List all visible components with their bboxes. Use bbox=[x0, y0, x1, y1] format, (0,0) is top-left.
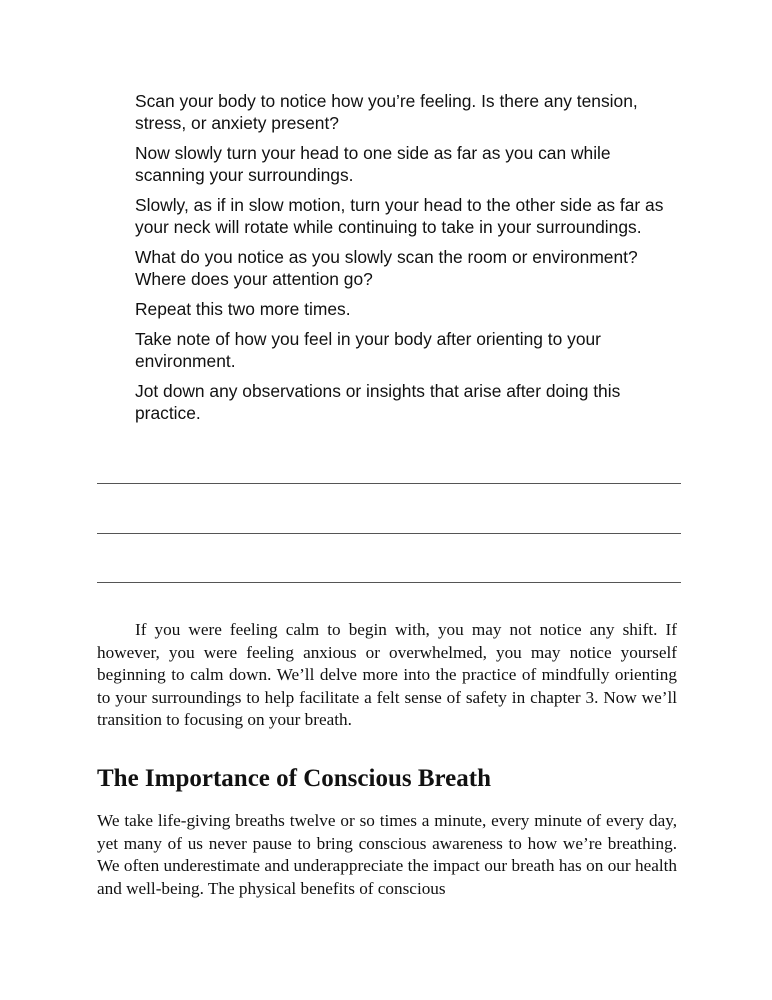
section-heading: The Importance of Conscious Breath bbox=[97, 765, 491, 792]
writing-line bbox=[97, 533, 681, 534]
breath-paragraph: We take life-giving breaths twelve or so times a minute, every minute of every day, yet many of us never pause to bring conscious awareness to how we’re breathing. We often underestimate and underappreciate the impact our breath has on our health and well-being. The physical benefits of conscious bbox=[97, 811, 677, 898]
calm-paragraph: If you were feeling calm to begin with, you may not notice any shift. If however, you were feeling anxious or overwhelmed, you may notice yourself beginning to calm down. We’ll delve more into the practice of mindfully orienting to your surroundings to help facilitate a felt sense of safety in chapter 3. Now we’ll transition to focusing on your breath. bbox=[97, 620, 677, 730]
exercise-step: Repeat this two more times. bbox=[135, 299, 351, 319]
exercise-step: Now slowly turn your head to one side as far as you can while scanning your surroundings. bbox=[135, 143, 611, 185]
exercise-step: Jot down any observations or insights that arise after doing this practice. bbox=[135, 381, 621, 423]
exercise-step: Take note of how you feel in your body after orienting to your environment. bbox=[135, 329, 601, 371]
exercise-steps-list bbox=[135, 90, 675, 432]
exercise-step: Slowly, as if in slow motion, turn your head to the other side as far as your neck will rotate while continuing to take in your surroundings. bbox=[135, 195, 664, 237]
exercise-step: Scan your body to notice how you’re feeling. Is there any tension, stress, or anxiety present? bbox=[135, 91, 638, 133]
writing-line bbox=[97, 483, 681, 484]
writing-line bbox=[97, 582, 681, 583]
exercise-step: What do you notice as you slowly scan the room or environment? Where does your attention go? bbox=[135, 247, 638, 289]
